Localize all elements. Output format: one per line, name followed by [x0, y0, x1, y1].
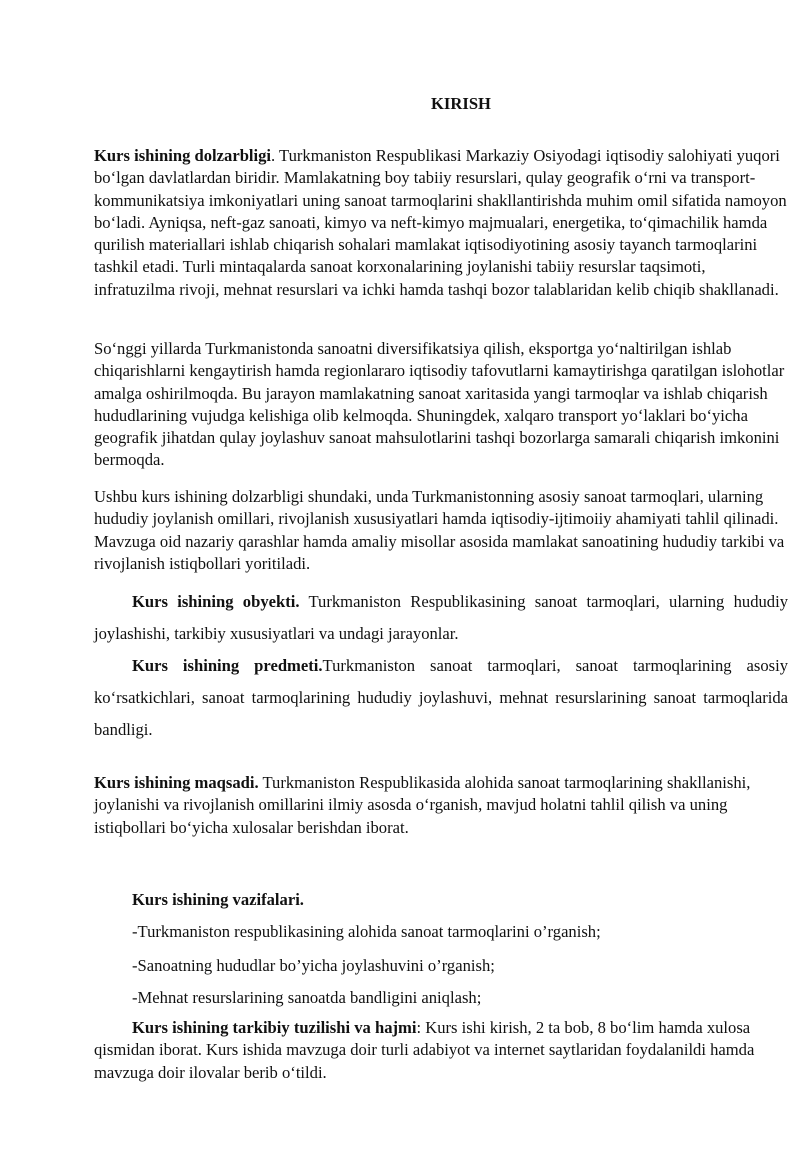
task-item: -Sanoatning hududlar bo’yicha joylashuvini o’rganish; — [132, 956, 495, 975]
structure-paragraph — [94, 1017, 788, 1084]
goal-paragraph — [94, 772, 788, 839]
goal-text: Turkmaniston Respublikasida alohida sanoat tarmoqlarining shakllanishi, joylanishi va rivojlanish omillarini ilmiy asosda o‘rganish, mavjud holatni tahlil qilish va uning istiqbollari bo‘yicha xulosalar berishdan iborat. — [94, 773, 751, 837]
structure-heading: Kurs ishining tarkibiy tuzilishi va hajmi — [132, 1018, 417, 1037]
subject-paragraph — [94, 650, 788, 746]
object-text: Turkmaniston Respublikasining sanoat tarmoqlari, ularning hududiy joylashishi, tarkibiy xususiyatlari va undagi jarayonlar. — [94, 592, 788, 643]
relevance-heading: Kurs ishining dolzarbligi — [94, 146, 272, 165]
importance-paragraph: Ushbu kurs ishining dolzarbligi shundaki, unda Turkmanistonning asosiy sanoat tarmoqlari, ularning hududiy joylanish omillari, rivojlanish xususiyatlari hamda iqtisodiy-ijtimoiiy ahamiyati tahlil qilinadi. Mavzuga oid nazariy qarashlar hamda amaliy misollar asosida mamlakat sanoatining hududiy tarkibi va rivojlanish istiqbollari yoritiladi. — [94, 487, 785, 573]
task-item: -Turkmaniston respublikasining alohida sanoat tarmoqlarini o’rganish; — [132, 922, 601, 941]
relevance-paragraph — [94, 145, 788, 301]
subject-heading: Kurs ishining predmeti. — [132, 656, 323, 675]
recent-years-paragraph: So‘nggi yillarda Turkmanistonda sanoatni diversifikatsiya qilish, eksportga yo‘naltirilgan ishlab chiqarishlarni kengaytirish hamda regionlararo iqtisodiy tafovutlarni kamaytirishga qaratilgan islohotlar amalga oshirilmoqda. Bu jarayon mamlakatning sanoat xaritasida yangi tarmoqlar va ishlab chiqarish hududlarining vujudga kelishiga olib kelmoqda. Shuningdek, xalqaro transport yo‘laklari bo‘yicha geografik jihatdan qulay joylashuv sanoat mahsulotlarini tashqi bozorlarga samarali chiqarish imkonini bermoqda. — [94, 339, 785, 470]
subject-text: Turkmaniston sanoat tarmoqlari, sanoat tarmoqlarining asosiy ko‘rsatkichlari, sanoat tarmoqlarining hududiy joylashuvi, mehnat resurslarining sanoat tarmoqlarida bandligi. — [94, 656, 789, 739]
tasks-heading: Kurs ishining vazifalari. — [132, 890, 304, 909]
object-paragraph — [94, 586, 788, 650]
structure-text: : Kurs ishi kirish, 2 ta bob, 8 bo‘lim hamda xulosa qismidan iborat. Kurs ishida mavzuga doir turli adabiyot va internet saytlaridan foydalanildi hamda mavzuga doir ilovalar berib o‘tildi. — [94, 1018, 755, 1082]
goal-heading: Kurs ishining maqsadi. — [94, 773, 259, 792]
task-item: -Mehnat resurslarining sanoatda bandligini aniqlash; — [132, 988, 482, 1007]
page-title: KIRISH — [431, 94, 491, 113]
object-heading: Kurs ishining obyekti. — [132, 592, 300, 611]
relevance-text: . Turkmaniston Respublikasi Markaziy Osiyodagi iqtisodiy salohiyati yuqori bo‘lgan davlatlardan biridir. Mamlakatning boy tabiiy resurslari, qulay geografik o‘rni va transport-kommunikatsiya imkoniyatlari uning sanoat tarmoqlarini shakllantirishda muhim omil sifatida namoyon bo‘ladi. Ayniqsa, neft-gaz sanoati, kimyo va neft-kimyo majmualari, energetika, to‘qimachilik hamda qurilish materiallari ishlab chiqarish sohalari mamlakat iqtisodiyotining asosiy tayanch tarmoqlarini tashkil etadi. Turli mintaqalarda sanoat korxonalarining joylanishi tabiiy resurslar taqsimoti, infratuzilma rivoji, mehnat resurslari va ichki hamda tashqi bozor talablaridan kelib chiqib shakllanadi. — [94, 146, 787, 299]
